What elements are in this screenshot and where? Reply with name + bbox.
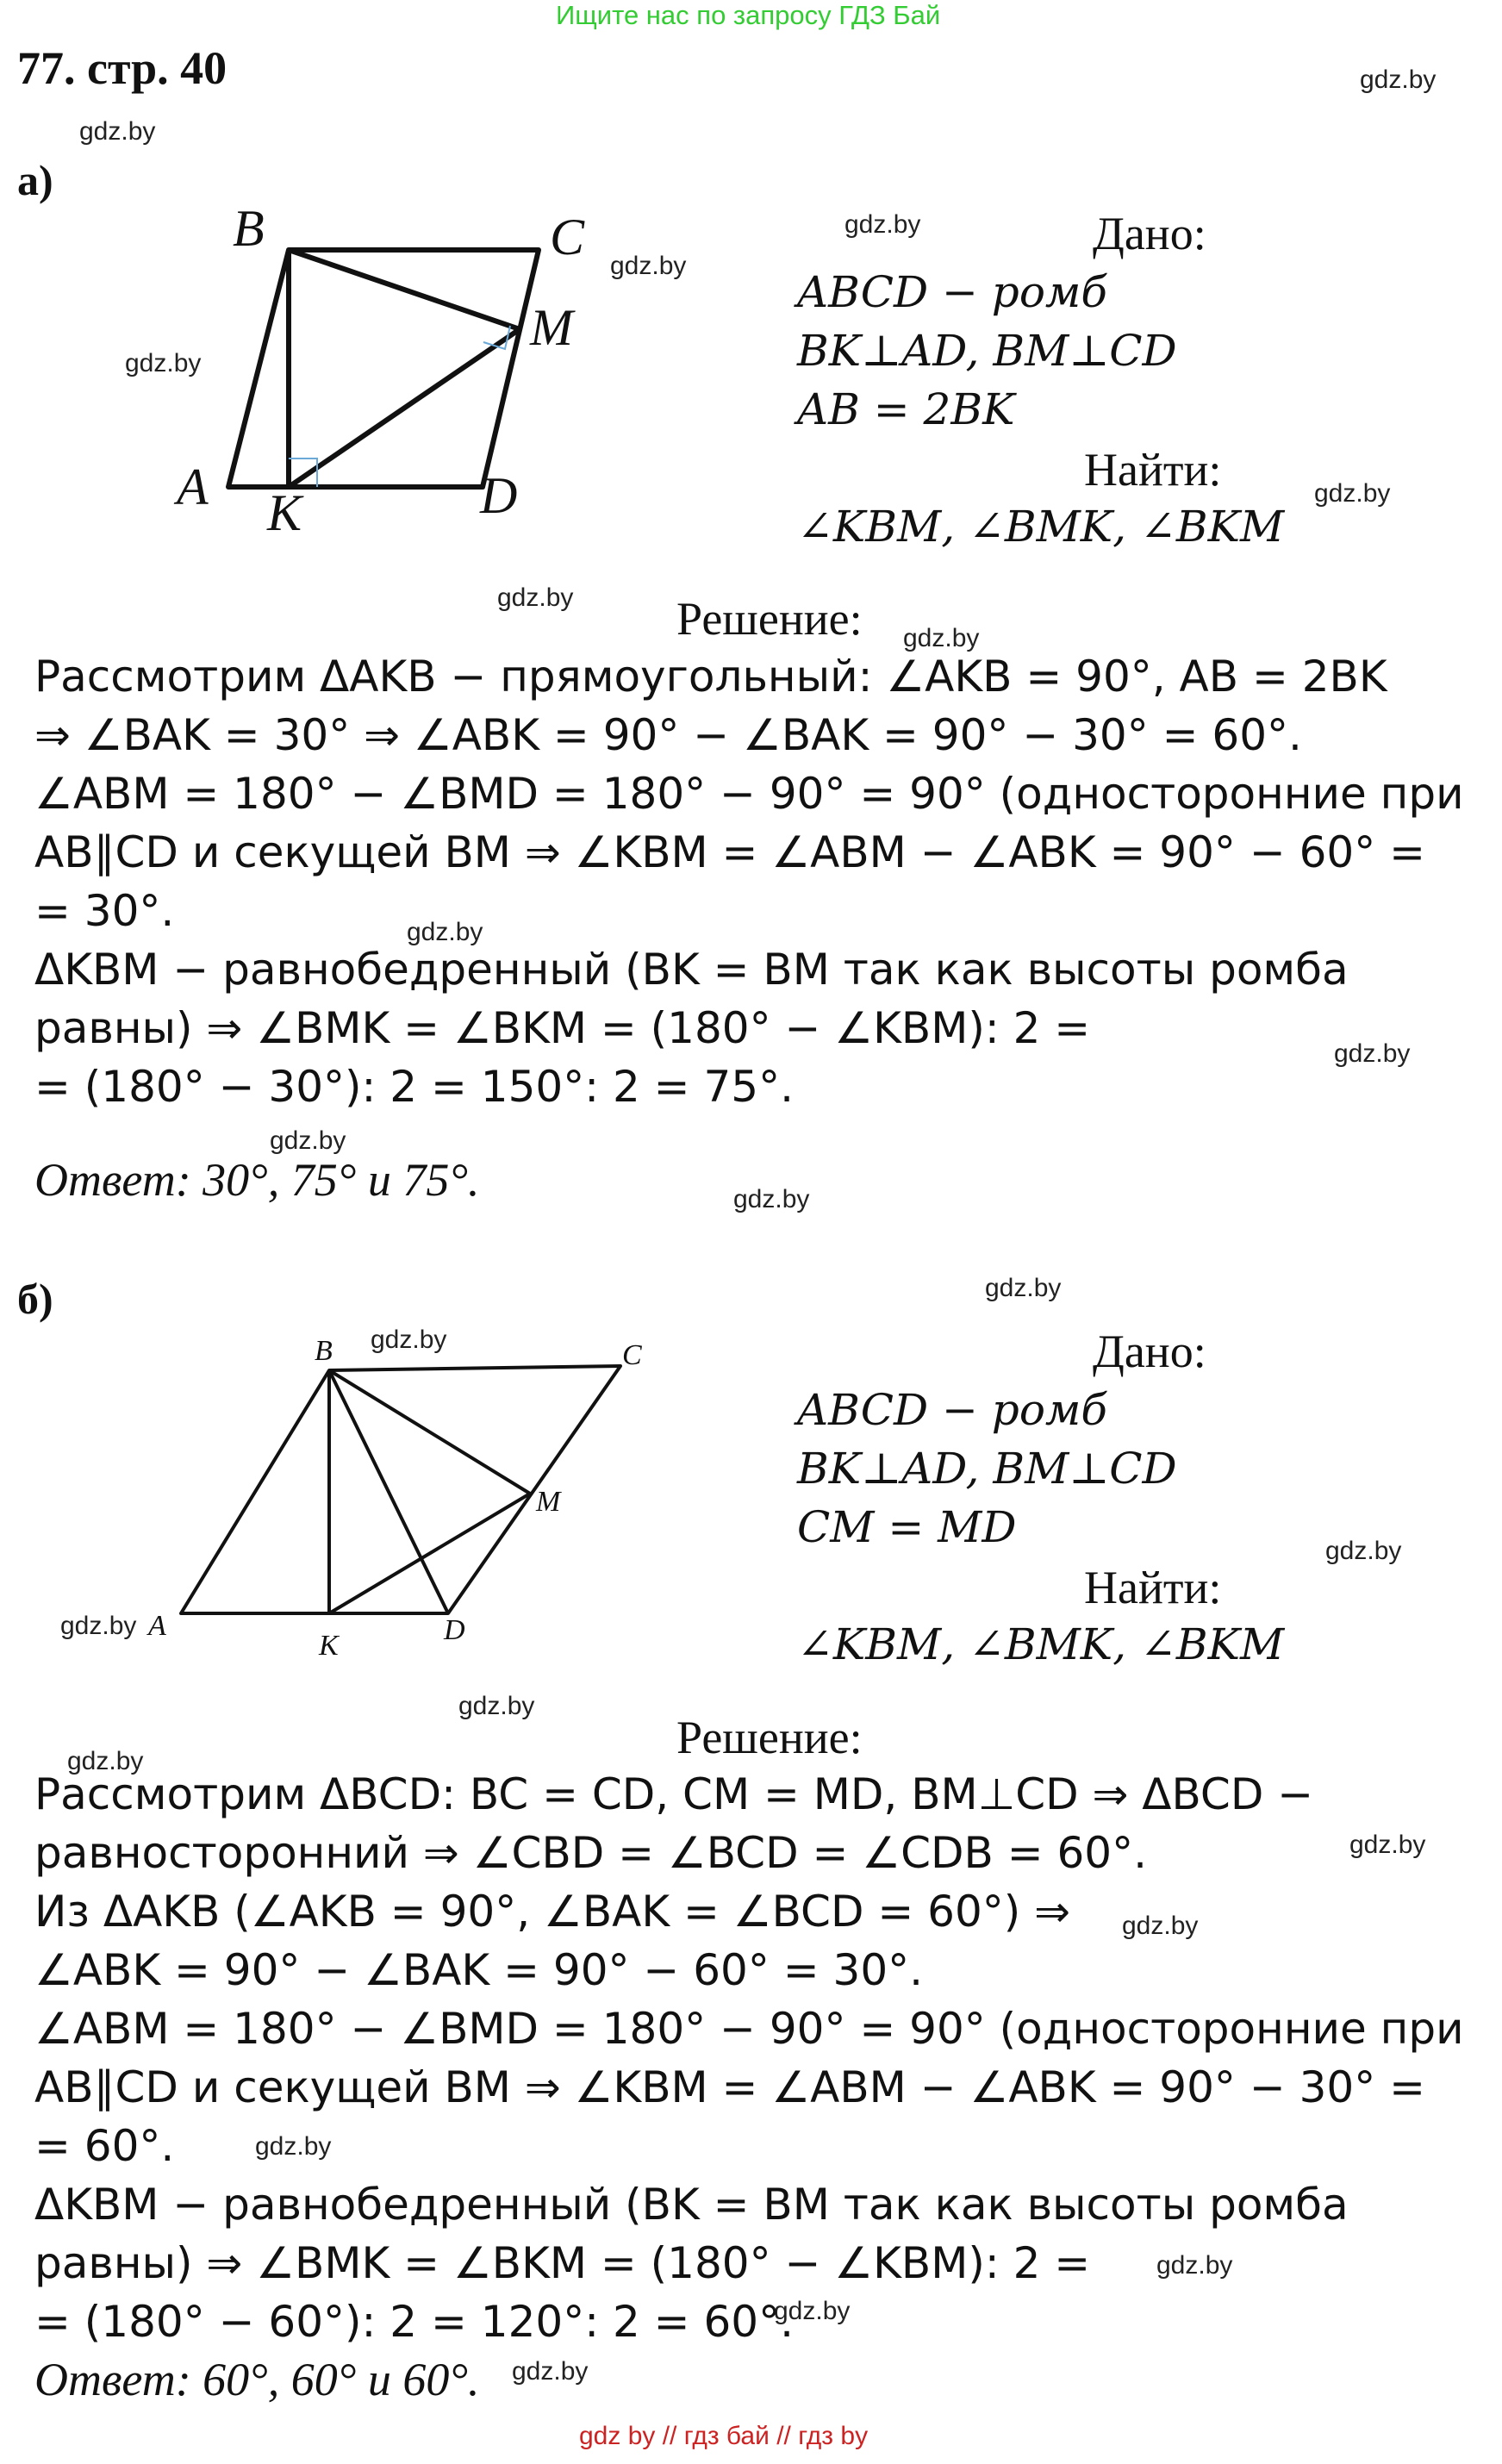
solution-a-line: равны) ⇒ ∠BMK = ∠BKM = (180° − ∠KBM): 2 =	[34, 1003, 1091, 1053]
answer-a: Ответ: 30°, 75° и 75°.	[34, 1154, 480, 1206]
watermark: gdz.by	[270, 1126, 346, 1155]
label-k: K	[267, 484, 302, 541]
given-line-a-1: ABCD − ромб	[797, 267, 1107, 317]
watermark: gdz.by	[1156, 2251, 1233, 2280]
footer-links[interactable]: gdz by // гдз бай // гдз by	[579, 2422, 869, 2450]
part-a-label: а)	[17, 156, 53, 204]
watermark: gdz.by	[774, 2297, 851, 2325]
rhombus-abcd	[228, 250, 539, 487]
watermark: gdz.by	[497, 583, 574, 612]
solution-b-line: Рассмотрим ΔBCD: BC = CD, CM = MD, BM⊥CD ⇒ ΔBCD −	[34, 1769, 1314, 1819]
label-a: A	[177, 458, 209, 515]
given-line-a-2: BK⊥AD, BM⊥CD	[797, 326, 1177, 376]
label-d: D	[444, 1614, 465, 1646]
label-b: B	[233, 207, 265, 257]
solution-b-line: ∠ABM = 180° − ∠BMD = 180° − 90° = 90° (односторонние при	[34, 2004, 1464, 2054]
label-b: B	[315, 1335, 333, 1367]
solution-b-line: AB∥CD и секущей BM ⇒ ∠KBM = ∠ABM − ∠ABK = 90° − 30° =	[34, 2062, 1426, 2112]
solution-b-line: равносторонний ⇒ ∠CBD = ∠BCD = ∠CDB = 60°.	[34, 1828, 1148, 1878]
solution-title-a: Решение:	[676, 593, 863, 645]
solution-b-line: равны) ⇒ ∠BMK = ∠BKM = (180° − ∠KBM): 2 =	[34, 2238, 1091, 2288]
watermark: gdz.by	[125, 349, 202, 377]
page-title: 77. стр. 40	[17, 42, 227, 94]
find-line-b: ∠KBM, ∠BMK, ∠BKM	[797, 1619, 1285, 1669]
solution-a-line: = 30°.	[34, 886, 175, 936]
watermark: gdz.by	[1360, 65, 1437, 94]
given-line-b-2: BK⊥AD, BM⊥CD	[797, 1444, 1177, 1494]
watermark: gdz.by	[903, 624, 980, 652]
watermark: gdz.by	[985, 1274, 1062, 1302]
height-bm	[289, 250, 520, 329]
watermark: gdz.by	[407, 918, 483, 946]
watermark: gdz.by	[733, 1185, 810, 1213]
label-d: D	[480, 467, 518, 524]
solution-title-b: Решение:	[676, 1712, 863, 1763]
label-a: A	[148, 1610, 166, 1642]
given-line-a-3: AB = 2BK	[797, 384, 1015, 434]
watermark: gdz.by	[1325, 1537, 1402, 1565]
watermark: gdz.by	[1314, 479, 1391, 508]
figure-b	[138, 1332, 672, 1676]
segment-km	[329, 1494, 530, 1613]
watermark: gdz.by	[844, 210, 921, 239]
label-k: K	[319, 1630, 339, 1662]
watermark: gdz.by	[610, 252, 687, 280]
watermark: gdz.by	[79, 117, 156, 146]
watermark: gdz.by	[1334, 1039, 1411, 1068]
given-line-b-3: CM = MD	[797, 1502, 1017, 1552]
label-m: M	[536, 1486, 561, 1518]
segment-km	[289, 329, 520, 487]
given-title-a: Дано:	[1093, 208, 1206, 259]
given-title-b: Дано:	[1093, 1326, 1206, 1377]
search-banner: Ищите нас по запросу ГДЗ Бай	[556, 0, 941, 30]
watermark: gdz.by	[1122, 1912, 1199, 1940]
solution-a-line: Рассмотрим ΔAKB − прямоугольный: ∠AKB = 90°, AB = 2BK	[34, 652, 1387, 702]
watermark: gdz.by	[60, 1612, 137, 1640]
watermark: gdz.by	[1349, 1831, 1426, 1859]
solution-b-line: = (180° − 60°): 2 = 120°: 2 = 60°.	[34, 2297, 794, 2347]
find-title-b: Найти:	[1084, 1562, 1222, 1613]
watermark: gdz.by	[512, 2357, 589, 2386]
solution-a-line: ⇒ ∠BAK = 30° ⇒ ∠ABK = 90° − ∠BAK = 90° − 30° = 60°.	[34, 710, 1302, 760]
given-line-b-1: ABCD − ромб	[797, 1385, 1107, 1435]
solution-a-line: ∠ABM = 180° − ∠BMD = 180° − 90° = 90° (односторонние при	[34, 769, 1464, 819]
watermark: gdz.by	[458, 1692, 535, 1720]
part-b-label: б)	[17, 1275, 53, 1323]
label-c: C	[622, 1339, 642, 1371]
solution-a-line: ΔKBM − равнобедренный (BK = BM так как высоты ромба	[34, 945, 1349, 995]
solution-b-line: Из ΔAKB (∠AKB = 90°, ∠BAK = ∠BCD = 60°) ⇒	[34, 1887, 1071, 1937]
label-m: M	[530, 299, 573, 356]
figure-a	[164, 207, 595, 552]
solution-b-line: ∠ABK = 90° − ∠BAK = 90° − 60° = 30°.	[34, 1945, 924, 1995]
label-c: C	[550, 209, 585, 265]
watermark: gdz.by	[371, 1326, 447, 1354]
find-title-a: Найти:	[1084, 444, 1222, 496]
watermark: gdz.by	[67, 1747, 144, 1775]
solution-b-line: ΔKBM − равнобедренный (BK = BM так как высоты ромба	[34, 2180, 1349, 2230]
solution-a-line: AB∥CD и секущей BM ⇒ ∠KBM = ∠ABM − ∠ABK = 90° − 60° =	[34, 827, 1426, 877]
answer-b: Ответ: 60°, 60° и 60°.	[34, 2354, 480, 2405]
watermark: gdz.by	[255, 2132, 332, 2161]
solution-b-line: = 60°.	[34, 2121, 175, 2171]
find-line-a: ∠KBM, ∠BMK, ∠BKM	[797, 502, 1285, 552]
solution-a-line: = (180° − 30°): 2 = 150°: 2 = 75°.	[34, 1062, 794, 1112]
